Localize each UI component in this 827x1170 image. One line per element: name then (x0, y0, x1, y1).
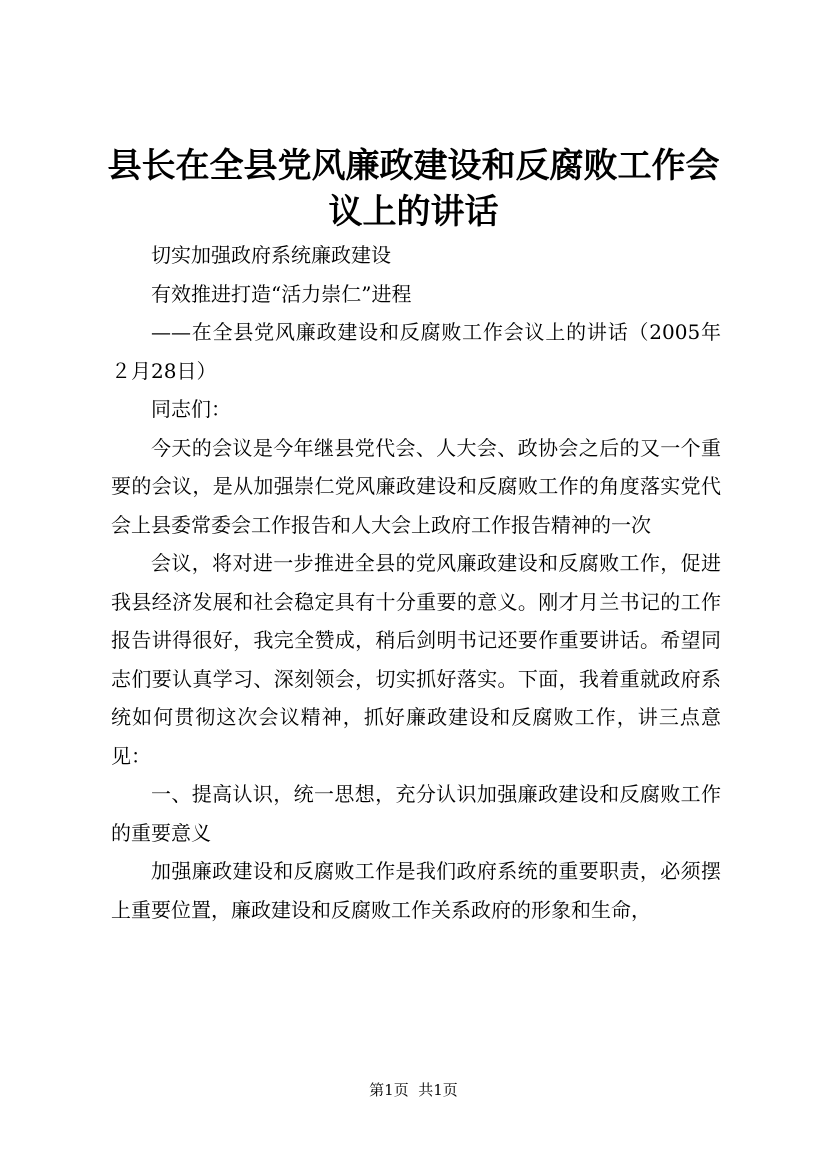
page-number: 第1页 (369, 1081, 409, 1099)
body-paragraph: 会议，将对进一步推进全县的党风廉政建设和反腐败工作，促进我县经济发展和社会稳定具有十分重要的意义。刚才月兰书记的工作报告讲得很好，我完全赞成，稍后剑明书记还要作重要讲话。希望同志们要认真学习、深刻领会，切实抓好落实。下面，我着重就政府系统如何贯彻这次会议精神，抓好廉政建设和反腐败工作，讲三点意见： (111, 551, 721, 768)
salutation: 同志们： (151, 397, 231, 421)
footer-spacer (409, 1081, 419, 1099)
section-heading: 一、提高认识，统一思想，充分认识加强廉政建设和反腐败工作的重要意义 (111, 782, 721, 845)
body-paragraph: 加强廉政建设和反腐败工作是我们政府系统的重要职责，必须摆上重要位置，廉政建设和反腐败工作关系政府的形象和生命， (111, 859, 721, 922)
page-total: 共1页 (418, 1081, 458, 1099)
subtitle-line-1: 切实加强政府系统廉政建设 (151, 243, 391, 267)
document-body (111, 236, 721, 929)
speech-note: ——在全县党风廉政建设和反腐败工作会议上的讲话（2005年２月28日） (111, 320, 721, 383)
document-title: 县长在全县党风廉政建设和反腐败工作会议上的讲话 (107, 146, 720, 232)
body-paragraph: 今天的会议是今年继县党代会、人大会、政协会之后的又一个重要的会议，是从加强崇仁党风廉政建设和反腐败工作的角度落实党代会上县委常委会工作报告和人大会上政府工作报告精神的一次 (111, 435, 721, 537)
page-footer (0, 1080, 827, 1100)
subtitle-line-2: 有效推进打造“活力崇仁”进程 (151, 281, 412, 306)
